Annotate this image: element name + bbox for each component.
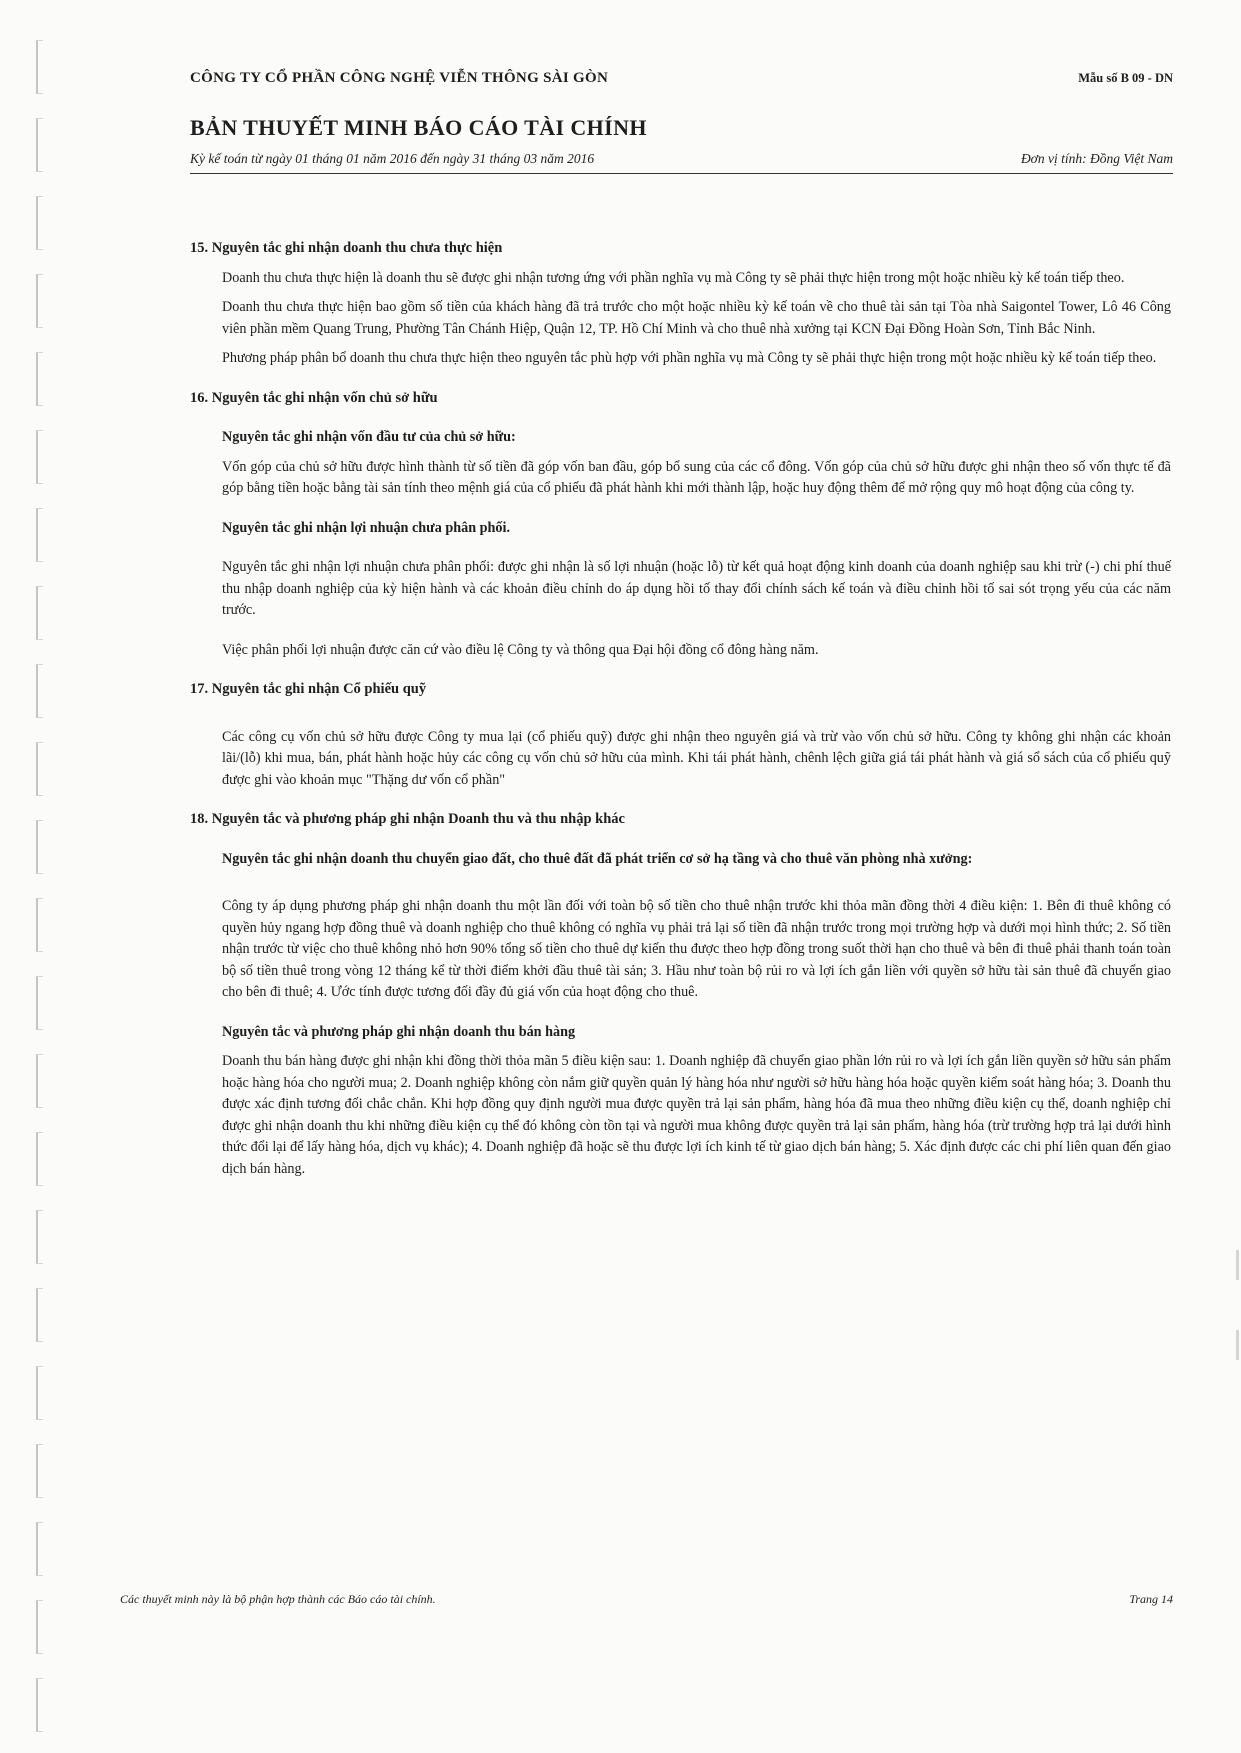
section-16-subheading-2: Nguyên tắc ghi nhận lợi nhuận chưa phân phối. <box>222 519 511 536</box>
binder-holes <box>36 0 50 1753</box>
section-16-paragraph-1: Vốn góp của chủ sở hữu được hình thành từ số tiền đã góp vốn ban đầu, góp bổ sung của các cổ đông. Vốn góp của chủ sở hữu được ghi nhận theo số vốn thực tế đã góp bằng tiền hoặc bằng tài sản tính theo mệnh giá của cổ phiếu đã phát hành khi mới thành lập, hoặc huy động thêm để mở rộng quy mô hoạt động của công ty. <box>222 458 1171 496</box>
section-15-paragraph-1: Doanh thu chưa thực hiện là doanh thu sẽ được ghi nhận tương ứng với phần nghĩa vụ mà Công ty sẽ phải thực hiện trong một hoặc nhiều kỳ kế toán tiếp theo. <box>222 269 1125 286</box>
page-footer <box>120 1592 1173 1607</box>
section-16-subheading-1: Nguyên tắc ghi nhận vốn đầu tư của chủ sở hữu: <box>222 429 516 445</box>
document-body <box>190 238 1171 1188</box>
form-code: Mẫu số B 09 - DN <box>1078 71 1173 85</box>
report-period: Kỳ kế toán từ ngày 01 tháng 01 năm 2016 đến ngày 31 tháng 03 năm 2016 <box>190 151 595 166</box>
section-18-subheading-1: Nguyên tắc ghi nhận doanh thu chuyển giao đất, cho thuê đất đã phát triển cơ sở hạ tầng và cho thuê văn phòng nhà xưởng: <box>222 850 973 867</box>
scan-edge-mark <box>1236 1250 1239 1280</box>
company-name: CÔNG TY CỔ PHẦN CÔNG NGHỆ VIỄN THÔNG SÀI GÒN <box>190 70 609 86</box>
section-15-paragraph-2: Doanh thu chưa thực hiện bao gồm số tiền của khách hàng đã trả trước cho một hoặc nhiều kỳ kế toán về cho thuê tài sản tại Tòa nhà Saigontel Tower, Lô 46 Công viên phần mềm Quang Trung, Phường Tân Chánh Hiệp, Quận 12, TP. Hồ Chí Minh và cho thuê nhà xưởng tại KCN Đại Đồng Hoàn Sơn, Tỉnh Bắc Ninh. <box>222 299 1171 337</box>
header-rule <box>190 173 1173 174</box>
section-16-paragraph-3: Việc phân phối lợi nhuận được căn cứ vào điều lệ Công ty và thông qua Đại hội đồng cổ đông hàng năm. <box>222 641 819 658</box>
currency-unit: Đơn vị tính: Đồng Việt Nam <box>1020 151 1173 166</box>
section-15-paragraph-3: Phương pháp phân bổ doanh thu chưa thực hiện theo nguyên tắc phù hợp với phần nghĩa vụ mà Công ty sẽ phải thực hiện trong một hoặc nhiều kỳ kế toán tiếp theo. <box>222 350 1157 366</box>
report-title: BẢN THUYẾT MINH BÁO CÁO TÀI CHÍNH <box>190 115 647 140</box>
section-16-heading: 16. Nguyên tắc ghi nhận vốn chủ sở hữu <box>190 389 438 406</box>
section-15-heading: 15. Nguyên tắc ghi nhận doanh thu chưa thực hiện <box>190 240 503 256</box>
section-18-heading: 18. Nguyên tắc và phương pháp ghi nhận Doanh thu và thu nhập khác <box>190 811 625 827</box>
section-18-paragraph-2: Doanh thu bán hàng được ghi nhận khi đồng thời thỏa mãn 5 điều kiện sau: 1. Doanh nghiệp đã chuyển giao phần lớn rủi ro và lợi ích gắn liền quyền sở hữu sản phẩm hoặc hàng hóa cho người mua; 2. Doanh nghiệp không còn nắm giữ quyền quản lý hàng hóa như người sở hữu hàng hóa hoặc quyền kiểm soát hàng hóa; 3. Doanh thu được xác định tương đối chắc chắn. Khi hợp đồng quy định người mua được quyền trả lại sản phẩm, hàng hóa đã mua theo những điều kiện cụ thể, doanh nghiệp chỉ được ghi nhận doanh thu khi những điều kiện cụ thể đó không còn tồn tại và người mua không được quyền trả lại sản phẩm, hàng hóa (trừ trường hợp trả lại dưới hình thức đổi lại để lấy hàng hóa, dịch vụ khác); 4. Doanh nghiệp đã hoặc sẽ thu được lợi ích kinh tế từ giao dịch bán hàng; 5. Xác định được các chi phí liên quan đến giao dịch bán hàng. <box>222 1053 1171 1177</box>
footer-note: Các thuyết minh này là bộ phận hợp thành các Báo cáo tài chính. <box>120 1592 436 1606</box>
section-18-subheading-2: Nguyên tắc và phương pháp ghi nhận doanh thu bán hàng <box>222 1023 576 1040</box>
section-16-paragraph-2: Nguyên tắc ghi nhận lợi nhuận chưa phân phối: được ghi nhận là số lợi nhuận (hoặc lỗ) từ kết quả hoạt động kinh doanh của doanh nghiệp sau khi trừ (-) chi phí thuế thu nhập doanh nghiệp của kỳ hiện hành và các khoản điều chỉnh do áp dụng hồi tố thay đổi chính sách kế toán và điều chỉnh hồi tố sai sót trọng yếu của các năm trước. <box>222 559 1171 618</box>
section-17-heading: 17. Nguyên tắc ghi nhận Cổ phiếu quỹ <box>190 681 427 697</box>
scan-edge-mark <box>1236 1330 1239 1360</box>
page-number: Trang 14 <box>1129 1592 1173 1606</box>
section-17-paragraph-1: Các công cụ vốn chủ sở hữu được Công ty mua lại (cổ phiếu quỹ) được ghi nhận theo nguyên giá và trừ vào vốn chủ sở hữu. Công ty không ghi nhận các khoản lãi/(lỗ) khi mua, bán, phát hành hoặc hủy các công cụ vốn chủ sở hữu của mình. Khi tái phát hành, chênh lệch giữa giá tái phát hành và giá sổ sách của cổ phiếu quỹ được ghi vào khoản mục "Thặng dư vốn cổ phần" <box>222 728 1171 788</box>
page-header <box>190 70 1173 174</box>
section-18-paragraph-1: Công ty áp dụng phương pháp ghi nhận doanh thu một lần đối với toàn bộ số tiền cho thuê nhận trước khi thỏa mãn đồng thời 4 điều kiện: 1. Bên đi thuê không có quyền hủy ngang hợp đồng thuê và doanh nghiệp cho thuê không có nghĩa vụ phải trả lại số tiền đã nhận trước trong mọi trường hợp và dưới mọi hình thức; 2. Số tiền nhận trước từ việc cho thuê không nhỏ hơn 90% tổng số tiền cho thuê dự kiến thu được theo hợp đồng trong suốt thời hạn cho thuê và bên đi thuê phải thanh toán toàn bộ số tiền thuê trong vòng 12 tháng kể từ thời điểm khởi đầu thuê tài sản; 3. Hầu như toàn bộ rủi ro và lợi ích gắn liền với quyền sở hữu tài sản thuê đã chuyển giao cho bên đi thuê; 4. Ước tính được tương đối đầy đủ giá vốn của hoạt động cho thuê. <box>222 898 1171 1000</box>
